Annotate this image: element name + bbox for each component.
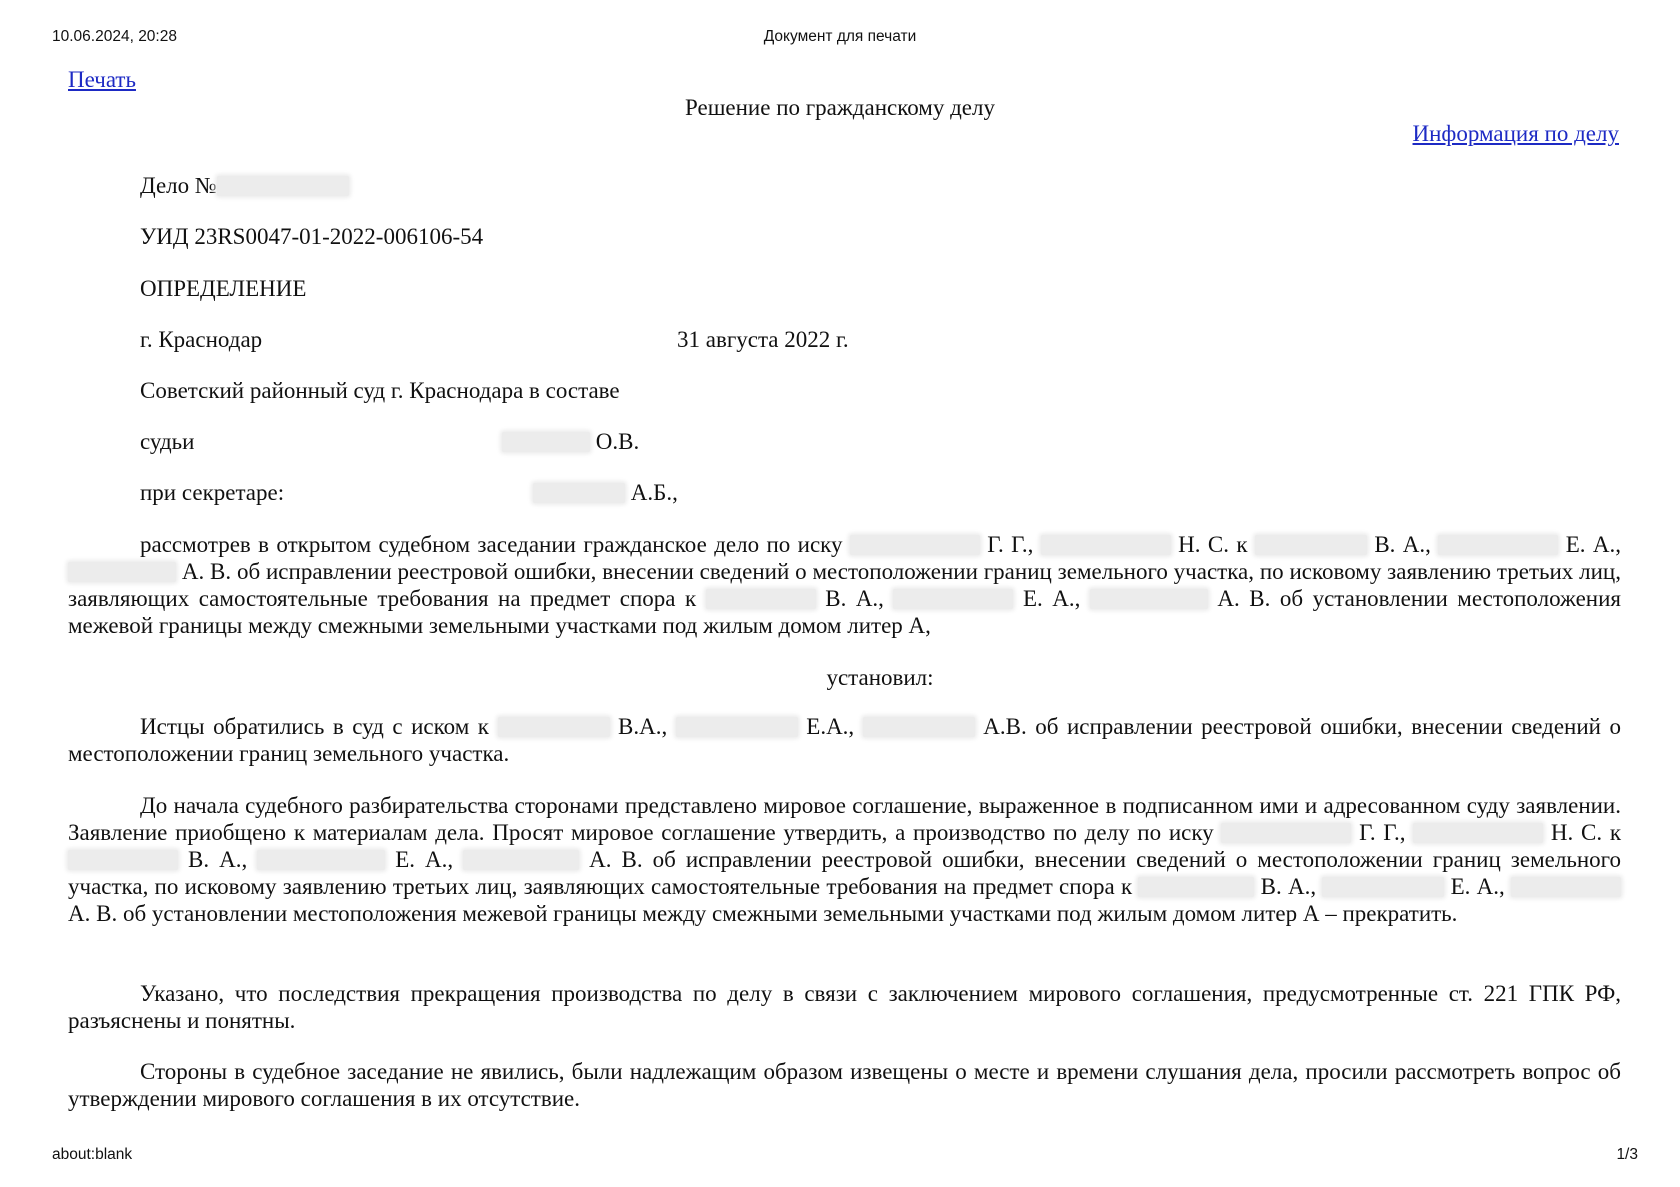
paragraph-considering: рассмотрев в открытом судебном заседании гражданское дело по иску Г. Г., Н. С. к В. А., Е. А., А. В. об исправлении реестровой ошибки, внесении сведений о местоположении границ земельного участка, по исковому заявлению третьих лиц, заявляющих самостоятельные требования на предмет спора к В. А., Е. А., А. В. об установлении местоположения межевой границы между смежными земельными участками под жилым домом литер А, [68,532,1622,638]
redacted-name [68,850,178,870]
case-number-line [140,173,349,199]
judge-name [502,429,639,455]
redacted-name [1413,823,1543,843]
secretary-label: при секретаре: [140,480,285,505]
redacted-name [1090,589,1208,609]
redacted-name [676,717,798,737]
secretary-name [533,480,678,506]
case-info-link[interactable]: Информация по делу [1412,121,1619,146]
redacted-name [1322,877,1444,897]
redacted-name [498,717,610,737]
redacted-name [1438,535,1558,555]
paragraph-claim: Истцы обратились в суд с иском к В.А., Е.А., А.В. об исправлении реестровой ошибки, внесении сведений о местоположении границ земельного участка. [68,714,1621,766]
document-title: Решение по гражданскому делу [685,95,995,120]
redacted-name [1511,877,1621,897]
redacted-judge-surname [502,432,590,452]
uid-line: УИД 23RS0047-01-2022-006106-54 [140,224,484,249]
redacted-name [1041,535,1171,555]
redacted-name [863,717,975,737]
paragraph-settlement: До начала судебного разбирательства сторонами представлено мировое соглашение, выраженное в подписанном ими и адресованном суду заявлении. Заявление приобщено к материалам дела. Просят мировое соглашение утвердить, а производство по делу по иску Г. Г., Н. С. к В. А., Е. А., А. В. об исправлении реестровой ошибки, внесении сведений о местоположении границ земельного участка, по исковому заявлению третьих лиц, заявляющих самостоятельные требования на предмет спора к В. А., Е. А., А. В. об установлении местоположения межевой границы между смежными земельными участками под жилым домом литер А – прекратить. [68,793,1621,926]
judge-initials: О.В. [595,429,640,454]
print-link[interactable]: Печать [68,67,136,92]
redacted-name [893,589,1013,609]
court-line: Советский районный суд г. Краснодара в составе [140,378,620,403]
redacted-name [257,850,385,870]
redacted-name [463,850,579,870]
print-header-title: Документ для печати [763,28,917,45]
paragraph-absence: Стороны в судебное заседание не явились, были надлежащим образом извещены о месте и времени слушания дела, просили рассмотреть вопрос об утверждении мирового соглашения в их отсутствие. [68,1059,1621,1111]
redacted-name [1138,877,1254,897]
redacted-name [850,535,980,555]
print-footer-url: about:blank [52,1146,133,1163]
redacted-name [1221,823,1351,843]
print-header-datetime: 10.06.2024, 20:28 [52,28,177,45]
city-line: г. Краснодар [140,327,263,352]
secretary-initials: А.Б., [630,480,678,505]
judge-label: судьи [140,429,195,454]
established-heading: установил: [826,665,934,690]
redacted-name [1255,535,1367,555]
paragraph-consequences: Указано, что последствия прекращения производства по делу в связи с заключением мирового соглашения, предусмотренные ст. 221 ГПК РФ, разъяснены и понятны. [68,981,1621,1033]
date-line: 31 августа 2022 г. [677,327,849,352]
redacted-secretary-surname [533,483,625,503]
document-heading: ОПРЕДЕЛЕНИЕ [140,276,307,301]
redacted-name [706,589,816,609]
case-number-label: Дело № [140,173,217,198]
redacted-case-number [217,176,349,196]
redacted-name [68,562,176,582]
print-footer-page-counter: 1/3 [1616,1146,1638,1163]
